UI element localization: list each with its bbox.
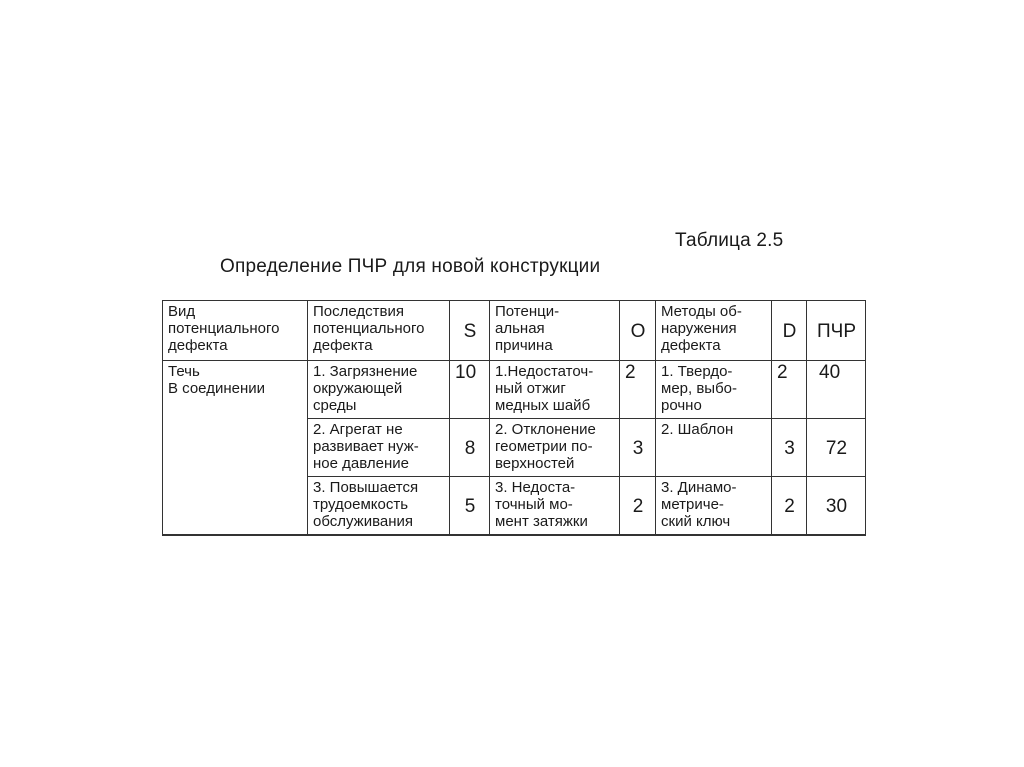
cell-cause: 1.Недостаточ- ный отжиг медных шайб: [490, 361, 620, 419]
cell-consequence: 1. Загрязнение окружающей среды: [308, 361, 450, 419]
header-d: D: [772, 301, 807, 361]
header-detection: Методы об- наружения дефекта: [656, 301, 772, 361]
cell-cause: 3. Недоста- точный мо- мент затяжки: [490, 477, 620, 536]
table-header-row: [163, 301, 866, 361]
header-cause: Потенци- альная причина: [490, 301, 620, 361]
cell-o: 3: [620, 419, 656, 477]
cell-o: 2: [620, 477, 656, 536]
header-consequences: Последствия потенциального дефекта: [308, 301, 450, 361]
table-row: [163, 361, 866, 419]
cell-d: 2: [772, 361, 807, 419]
header-defect-type: Вид потенциального дефекта: [163, 301, 308, 361]
cell-o: 2: [620, 361, 656, 419]
table-title: Определение ПЧР для новой конструкции: [220, 256, 601, 277]
cell-detection: 3. Динамо- метриче- ский ключ: [656, 477, 772, 536]
header-rpn: ПЧР: [807, 301, 866, 361]
cell-s: 10: [450, 361, 490, 419]
cell-rpn: 72: [807, 419, 866, 477]
cell-detection: 2. Шаблон: [656, 419, 772, 477]
cell-cause: 2. Отклонение геометрии по- верхностей: [490, 419, 620, 477]
header-s: S: [450, 301, 490, 361]
cell-defect-type: Течь В соединении: [163, 361, 308, 536]
fmea-table: [162, 300, 866, 536]
cell-detection: 1. Твердо- мер, выбо- рочно: [656, 361, 772, 419]
cell-d: 2: [772, 477, 807, 536]
cell-s: 8: [450, 419, 490, 477]
cell-consequence: 2. Агрегат не развивает нуж- ное давление: [308, 419, 450, 477]
cell-rpn: 40: [807, 361, 866, 419]
cell-consequence: 3. Повышается трудоемкость обслуживания: [308, 477, 450, 536]
cell-rpn: 30: [807, 477, 866, 536]
cell-d: 3: [772, 419, 807, 477]
cell-s: 5: [450, 477, 490, 536]
table-number: Таблица 2.5: [675, 230, 784, 251]
header-o: O: [620, 301, 656, 361]
